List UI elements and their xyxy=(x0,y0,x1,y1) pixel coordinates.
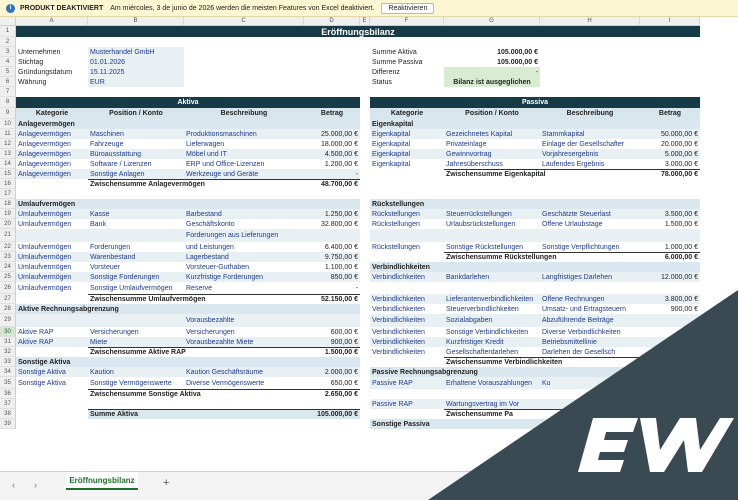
section-title[interactable]: Sonstige Passiva xyxy=(370,419,700,429)
table-cell[interactable]: Verbindlichkeiten xyxy=(370,337,444,347)
table-cell[interactable]: 5.000,00 € xyxy=(640,149,700,159)
banner-title: PRODUKT DEAKTIVIERT xyxy=(20,4,104,12)
subtotal-value[interactable]: 6.000,00 € xyxy=(640,252,700,262)
table-cell[interactable]: Anlagevermögen xyxy=(16,129,88,139)
table-cell[interactable]: Lieferantenverbindlichkeiten xyxy=(444,294,540,304)
table-cell[interactable]: Vorausbezahlte Miete xyxy=(184,337,304,347)
table-cell[interactable]: Verbindlichkeiten xyxy=(370,294,444,304)
table-cell[interactable]: Barbestand xyxy=(184,209,304,219)
table-cell[interactable]: Anlagevermögen xyxy=(18,160,71,168)
table-cell[interactable]: Eigenkapital xyxy=(372,160,411,168)
table-cell[interactable]: Vorjahresergebnis xyxy=(540,149,640,159)
row-header[interactable]: 11 xyxy=(0,129,16,139)
table-cell[interactable]: Bank xyxy=(90,220,106,228)
row-header[interactable]: 26 xyxy=(0,282,16,294)
section-title[interactable]: Aktive Rechnungsabgrenzung xyxy=(16,304,360,314)
table-cell[interactable]: Sonstige Aktiva xyxy=(18,379,66,387)
table-cell[interactable]: 1.250,00 € xyxy=(304,209,360,219)
row-header[interactable]: 35 xyxy=(0,377,16,389)
column-header[interactable]: E xyxy=(360,17,370,26)
table-cell[interactable]: Vorsteuer-Guthaben xyxy=(186,263,250,271)
summary-label[interactable]: Status xyxy=(372,78,392,86)
column-title[interactable]: Betrag xyxy=(304,108,360,119)
row-header[interactable]: 6 xyxy=(0,77,16,87)
row-header[interactable]: 23 xyxy=(0,252,16,262)
row-header[interactable]: 10 xyxy=(0,119,16,129)
aktiva-header[interactable]: Aktiva xyxy=(16,97,360,108)
row-header[interactable]: 4 xyxy=(0,57,16,67)
table-cell[interactable]: Diverse Vermögenswerte xyxy=(186,379,265,387)
table-cell[interactable]: 600,00 € xyxy=(330,328,358,336)
table-cell[interactable]: 32.800,00 € xyxy=(321,220,358,228)
table-cell[interactable]: Stammkapital xyxy=(540,129,640,139)
table-cell[interactable]: Sozialabgaben xyxy=(444,314,540,327)
table-cell[interactable]: Kaution Geschäftsräume xyxy=(184,367,304,377)
status-badge[interactable]: Bilanz ist ausgeglichen xyxy=(444,77,540,87)
table-cell[interactable]: Vorsteuer xyxy=(90,263,120,271)
table-cell[interactable]: 2.000,00 € xyxy=(304,367,360,377)
table-cell[interactable]: Sonstige Anlagen xyxy=(88,169,184,179)
table-cell[interactable]: Kurzfristige Forderungen xyxy=(184,272,304,282)
table-cell[interactable]: Verbindlichkeiten xyxy=(372,328,425,336)
row-header[interactable]: 5 xyxy=(0,67,16,77)
subtotal-label[interactable]: Zwischensumme Eigenkapital xyxy=(444,169,640,179)
add-sheet-button[interactable]: + xyxy=(163,477,170,489)
row-header[interactable]: 3 xyxy=(0,47,16,57)
table-cell[interactable]: Passive RAP xyxy=(370,399,444,409)
prev-sheet-icon[interactable]: ‹ xyxy=(12,480,15,490)
table-cell[interactable]: Büroausstattung xyxy=(88,149,184,159)
table-cell[interactable]: Vorausbezahlte xyxy=(184,314,304,327)
table-cell[interactable]: Wartungsvertrag im Vor xyxy=(444,399,540,409)
table-cell[interactable] xyxy=(304,314,360,327)
table-cell[interactable]: - xyxy=(355,284,358,292)
table-cell[interactable]: 850,00 € xyxy=(304,272,360,282)
passiva-header[interactable]: Passiva xyxy=(370,97,700,108)
subtotal-value[interactable]: 2.650,00 € xyxy=(304,389,360,399)
meta-label[interactable]: Währung xyxy=(18,78,47,86)
column-header[interactable]: D xyxy=(304,17,360,26)
row-header[interactable]: 39 xyxy=(0,419,16,429)
table-cell[interactable]: Umlaufvermögen xyxy=(18,284,72,292)
table-cell[interactable]: und Leistungen xyxy=(186,243,234,251)
sheet-title[interactable]: Eröffnungsbilanz xyxy=(16,26,700,37)
subtotal-label[interactable]: Zwischensumme Anlagevermögen xyxy=(88,179,304,189)
table-cell[interactable]: 3.000,00 € xyxy=(664,160,698,168)
table-cell[interactable]: - xyxy=(304,169,360,179)
table-cell[interactable]: Aktive RAP xyxy=(18,328,54,336)
table-cell[interactable]: Sonstige Umlaufvermögen xyxy=(90,284,173,292)
row-header[interactable]: 15 xyxy=(0,169,16,179)
row-header[interactable]: 2 xyxy=(0,37,16,47)
next-sheet-icon[interactable]: › xyxy=(34,480,37,490)
table-cell[interactable]: Steuerverbindlichkeiten xyxy=(446,305,519,313)
table-cell[interactable]: Lagerbestand xyxy=(184,252,304,262)
row-header[interactable]: 1 xyxy=(0,26,16,37)
table-cell[interactable]: Kurzfristiger Kredit xyxy=(444,337,540,347)
summary-value[interactable]: 105.000,00 € xyxy=(497,58,538,66)
table-cell[interactable] xyxy=(16,314,88,327)
column-header[interactable]: G xyxy=(444,17,540,26)
column-title[interactable]: Position / Konto xyxy=(88,108,184,119)
table-cell[interactable]: Möbel und IT xyxy=(184,149,304,159)
table-cell[interactable]: Urlaubsrückstellungen xyxy=(446,220,516,228)
table-cell[interactable]: 650,00 € xyxy=(330,379,358,387)
table-cell[interactable]: Gezeichnetes Kapital xyxy=(444,129,540,139)
table-cell[interactable]: Warenbestand xyxy=(88,252,184,262)
table-cell[interactable]: 18.000,00 € xyxy=(321,140,358,148)
table-cell[interactable]: Eigenkapital xyxy=(372,140,411,148)
table-cell[interactable]: Gewinnvortrag xyxy=(444,149,540,159)
meta-value[interactable]: 01.01.2026 xyxy=(88,57,184,67)
table-cell[interactable]: Maschinen xyxy=(88,129,184,139)
summary-label[interactable]: Summe Passiva xyxy=(372,58,423,66)
table-cell[interactable]: 20.000,00 € xyxy=(661,140,698,148)
table-cell[interactable]: Geschätzte Steuerlast xyxy=(540,209,640,219)
table-cell[interactable]: 25.000,00 € xyxy=(304,129,360,139)
table-cell[interactable]: Sonstige Vermögenswerte xyxy=(90,379,172,387)
table-cell[interactable]: Betriebsmittellinie xyxy=(540,337,640,347)
table-cell[interactable]: Steuerrückstellungen xyxy=(444,209,540,219)
row-header[interactable]: 32 xyxy=(0,347,16,357)
table-cell[interactable]: Offene Rechnungen xyxy=(540,294,640,304)
table-cell[interactable]: Umlaufvermögen xyxy=(18,243,72,251)
row-header[interactable]: 9 xyxy=(0,108,16,119)
table-cell[interactable]: Versicherungen xyxy=(90,328,139,336)
row-header[interactable]: 12 xyxy=(0,139,16,149)
table-cell[interactable]: Verbindlichkeiten xyxy=(370,314,444,327)
table-cell[interactable] xyxy=(444,229,540,242)
subtotal-label[interactable]: Zwischensumme Sonstige Aktiva xyxy=(88,389,304,399)
table-cell[interactable]: Umlaufvermögen xyxy=(16,209,88,219)
summary-value[interactable]: 105.000,00 € xyxy=(497,48,538,56)
table-cell[interactable]: Passive RAP xyxy=(370,377,444,389)
info-icon: i xyxy=(6,4,15,13)
table-cell[interactable]: Lieferwagen xyxy=(186,140,225,148)
table-cell[interactable]: Anlagevermögen xyxy=(16,169,88,179)
table-cell[interactable]: Rückstellungen xyxy=(372,220,420,228)
meta-label[interactable]: Gründungsdatum xyxy=(18,68,73,76)
section-title[interactable]: Passive Rechnungsabgrenzung xyxy=(370,367,700,377)
table-cell[interactable]: Laufendes Ergebnis xyxy=(542,160,605,168)
total-value[interactable]: 105.000,00 € xyxy=(304,409,360,419)
row-header[interactable]: 28 xyxy=(0,304,16,314)
column-title[interactable]: Beschreibung xyxy=(184,108,304,119)
table-cell[interactable]: Umlaufvermögen xyxy=(16,272,88,282)
table-cell[interactable]: Darlehen der Gesellsch xyxy=(542,348,616,356)
table-cell[interactable]: Produktionsmaschinen xyxy=(184,129,304,139)
banner-message: Am miércoles, 3 de junio de 2026 werden die meisten Features von Excel deaktiviert. xyxy=(110,4,375,12)
table-cell[interactable]: Verbindlichkeiten xyxy=(370,272,444,282)
table-cell[interactable]: Umlaufvermögen xyxy=(18,263,72,271)
meta-value[interactable]: 15.11.2025 xyxy=(88,67,184,77)
row-header[interactable]: 20 xyxy=(0,219,16,229)
subtotal-value[interactable]: 48.700,00 € xyxy=(304,179,360,189)
table-cell[interactable]: Aktive RAP xyxy=(16,337,88,347)
section-title[interactable]: Eigenkapital xyxy=(370,119,700,129)
column-header[interactable]: H xyxy=(540,17,640,26)
row-header[interactable]: 24 xyxy=(0,262,16,272)
meta-value[interactable]: Musterhandel GmbH xyxy=(88,47,184,57)
table-cell[interactable]: Sonstige Rückstellungen xyxy=(446,243,524,251)
table-cell[interactable]: Werkzeuge und Geräte xyxy=(184,169,304,179)
row-header[interactable]: 7 xyxy=(0,87,16,97)
table-cell[interactable]: Fahrzeuge xyxy=(90,140,124,148)
table-cell[interactable]: 1.200,00 € xyxy=(324,160,358,168)
table-cell[interactable]: Kaution xyxy=(88,367,184,377)
row-header[interactable]: 27 xyxy=(0,294,16,304)
table-cell[interactable]: Verbindlichkeiten xyxy=(372,348,425,356)
table-cell[interactable]: Rückstellungen xyxy=(372,243,420,251)
table-cell[interactable]: Sonstige Verpflichtungen xyxy=(542,243,620,251)
table-cell[interactable] xyxy=(88,314,184,327)
table-cell[interactable]: 50.000,00 € xyxy=(640,129,700,139)
row-header[interactable]: 37 xyxy=(0,399,16,409)
table-cell[interactable]: Gesellschafterdarlehen xyxy=(446,348,518,356)
column-header[interactable]: I xyxy=(640,17,700,26)
row-header[interactable]: 34 xyxy=(0,367,16,377)
table-cell[interactable]: Kasse xyxy=(88,209,184,219)
row-header[interactable]: 13 xyxy=(0,149,16,159)
row-header[interactable]: 19 xyxy=(0,209,16,219)
meta-label[interactable]: Stichtag xyxy=(18,58,44,66)
column-title[interactable]: Beschreibung xyxy=(540,108,640,119)
column-header[interactable]: F xyxy=(370,17,444,26)
table-cell[interactable]: Umsatz- und Ertragsteuern xyxy=(542,305,627,313)
table-cell[interactable]: Rückstellungen xyxy=(370,209,444,219)
table-cell[interactable]: 9.750,00 € xyxy=(304,252,360,262)
subtotal-value[interactable]: 78.000,00 € xyxy=(640,169,700,179)
subtotal-label[interactable]: Zwischensumme Rückstellungen xyxy=(444,252,640,262)
table-cell[interactable]: 1.000,00 € xyxy=(664,243,698,251)
table-cell[interactable]: 900,00 € xyxy=(670,305,698,313)
table-cell[interactable]: Abzuführende Beiträge xyxy=(540,314,640,327)
section-title[interactable]: Umlaufvermögen xyxy=(16,199,360,209)
table-cell[interactable] xyxy=(540,229,640,242)
table-cell[interactable]: Offene Urlaubstage xyxy=(542,220,603,228)
section-title[interactable]: Rückstellungen xyxy=(370,199,700,209)
table-cell[interactable] xyxy=(370,229,444,242)
table-cell[interactable]: Diverse Verbindlichkeiten xyxy=(542,328,621,336)
table-cell[interactable]: Privateinlage xyxy=(446,140,487,148)
table-cell[interactable] xyxy=(16,229,88,242)
column-header[interactable]: A xyxy=(16,17,88,26)
section-title[interactable]: Sonstige Aktiva xyxy=(16,357,360,367)
meta-label[interactable]: Unternehmen xyxy=(18,48,61,56)
column-title[interactable]: Position / Konto xyxy=(444,108,540,119)
table-cell[interactable]: Reserve xyxy=(186,284,213,292)
column-title[interactable]: Kategorie xyxy=(16,108,88,119)
row-header[interactable]: 25 xyxy=(0,272,16,282)
table-cell[interactable]: Anlagevermögen xyxy=(18,140,71,148)
sheet-tab-eroeffnungsbilanz[interactable]: Eröffnungsbilanz xyxy=(66,472,138,490)
table-cell[interactable]: 1.100,00 € xyxy=(324,263,358,271)
summary-value[interactable]: - xyxy=(444,67,540,77)
table-cell[interactable]: Versicherungen xyxy=(186,328,235,336)
table-cell[interactable]: 3.800,00 € xyxy=(640,294,700,304)
table-cell[interactable]: Umlaufvermögen xyxy=(18,220,72,228)
table-cell[interactable]: 4.500,00 € xyxy=(304,149,360,159)
subtotal-value[interactable]: 1.500,00 € xyxy=(304,347,360,357)
table-cell[interactable] xyxy=(88,229,184,242)
table-cell[interactable]: Verbindlichkeiten xyxy=(372,305,425,313)
table-cell[interactable]: Bankdarlehen xyxy=(444,272,540,282)
row-header[interactable]: 17 xyxy=(0,189,16,199)
row-header[interactable]: 30 xyxy=(0,327,16,337)
row-header[interactable]: 36 xyxy=(0,389,16,399)
table-cell[interactable]: Sonstige Verbindlichkeiten xyxy=(446,328,529,336)
summary-label[interactable]: Differenz xyxy=(372,68,400,76)
subtotal-label[interactable]: Zwischensumme Umlaufvermögen xyxy=(88,294,304,304)
row-header[interactable]: 14 xyxy=(0,159,16,169)
table-cell[interactable]: 900,00 € xyxy=(304,337,360,347)
table-cell[interactable]: Forderungen aus Lieferungen xyxy=(184,229,304,242)
table-cell[interactable]: Geschäftskonto xyxy=(186,220,235,228)
table-cell[interactable]: Umlaufvermögen xyxy=(16,252,88,262)
table-cell[interactable]: Sonstige Forderungen xyxy=(88,272,184,282)
table-cell[interactable]: Forderungen xyxy=(90,243,131,251)
table-cell[interactable]: 1.500,00 € xyxy=(664,220,698,228)
subtotal-label[interactable]: Zwischensumme Aktive RAP xyxy=(88,347,304,357)
table-cell[interactable] xyxy=(640,229,700,242)
reactivate-button[interactable]: Reaktivieren xyxy=(381,3,434,14)
column-title[interactable]: Betrag xyxy=(640,108,700,119)
row-header[interactable]: 21 xyxy=(0,229,16,242)
row-header[interactable]: 31 xyxy=(0,337,16,347)
column-header[interactable]: B xyxy=(88,17,184,26)
summary-label[interactable]: Summe Aktiva xyxy=(372,48,417,56)
table-cell[interactable]: Miete xyxy=(88,337,184,347)
row-header[interactable]: 33 xyxy=(0,357,16,367)
column-title[interactable]: Kategorie xyxy=(370,108,444,119)
row-header[interactable]: 8 xyxy=(0,97,16,108)
row-header[interactable]: 22 xyxy=(0,242,16,252)
table-cell[interactable]: 12.000,00 € xyxy=(640,272,700,282)
logo-watermark xyxy=(428,290,738,500)
row-header[interactable]: 29 xyxy=(0,314,16,327)
table-cell[interactable]: Erhaltene Vorauszahlungen xyxy=(444,377,540,389)
table-cell[interactable]: Sonstige Aktiva xyxy=(16,367,88,377)
table-cell[interactable]: ERP und Office-Lizenzen xyxy=(186,160,265,168)
table-cell[interactable]: Einlage der Gesellschafter xyxy=(542,140,625,148)
section-title[interactable]: Verbindlichkeiten xyxy=(370,262,700,272)
table-cell[interactable]: Eigenkapital xyxy=(370,149,444,159)
meta-value[interactable]: EUR xyxy=(88,77,184,87)
table-cell[interactable]: Jahresüberschuss xyxy=(446,160,503,168)
table-cell[interactable] xyxy=(304,229,360,242)
subtotal-label[interactable]: Zwischensumme Verbindlichkeiten xyxy=(444,357,640,367)
row-header[interactable]: 38 xyxy=(0,409,16,419)
table-cell[interactable]: 6.400,00 € xyxy=(324,243,358,251)
subtotal-value[interactable]: 52.150,00 € xyxy=(304,294,360,304)
table-cell[interactable]: Ku xyxy=(540,377,640,389)
table-cell[interactable]: Software / Lizenzen xyxy=(90,160,152,168)
row-header[interactable]: 18 xyxy=(0,199,16,209)
total-label[interactable]: Summe Aktiva xyxy=(88,409,304,419)
column-header[interactable]: C xyxy=(184,17,304,26)
subtotal-label[interactable]: Zwischensumme Pa xyxy=(444,409,640,419)
row-header[interactable]: 16 xyxy=(0,179,16,189)
section-title[interactable]: Anlagevermögen xyxy=(16,119,360,129)
select-all-corner[interactable] xyxy=(0,17,16,26)
product-deactivated-banner xyxy=(0,0,738,17)
table-cell[interactable]: Anlagevermögen xyxy=(16,149,88,159)
table-cell[interactable]: Eigenkapital xyxy=(370,129,444,139)
table-cell[interactable]: Langfristiges Darlehen xyxy=(540,272,640,282)
table-cell[interactable]: 3.500,00 € xyxy=(640,209,700,219)
